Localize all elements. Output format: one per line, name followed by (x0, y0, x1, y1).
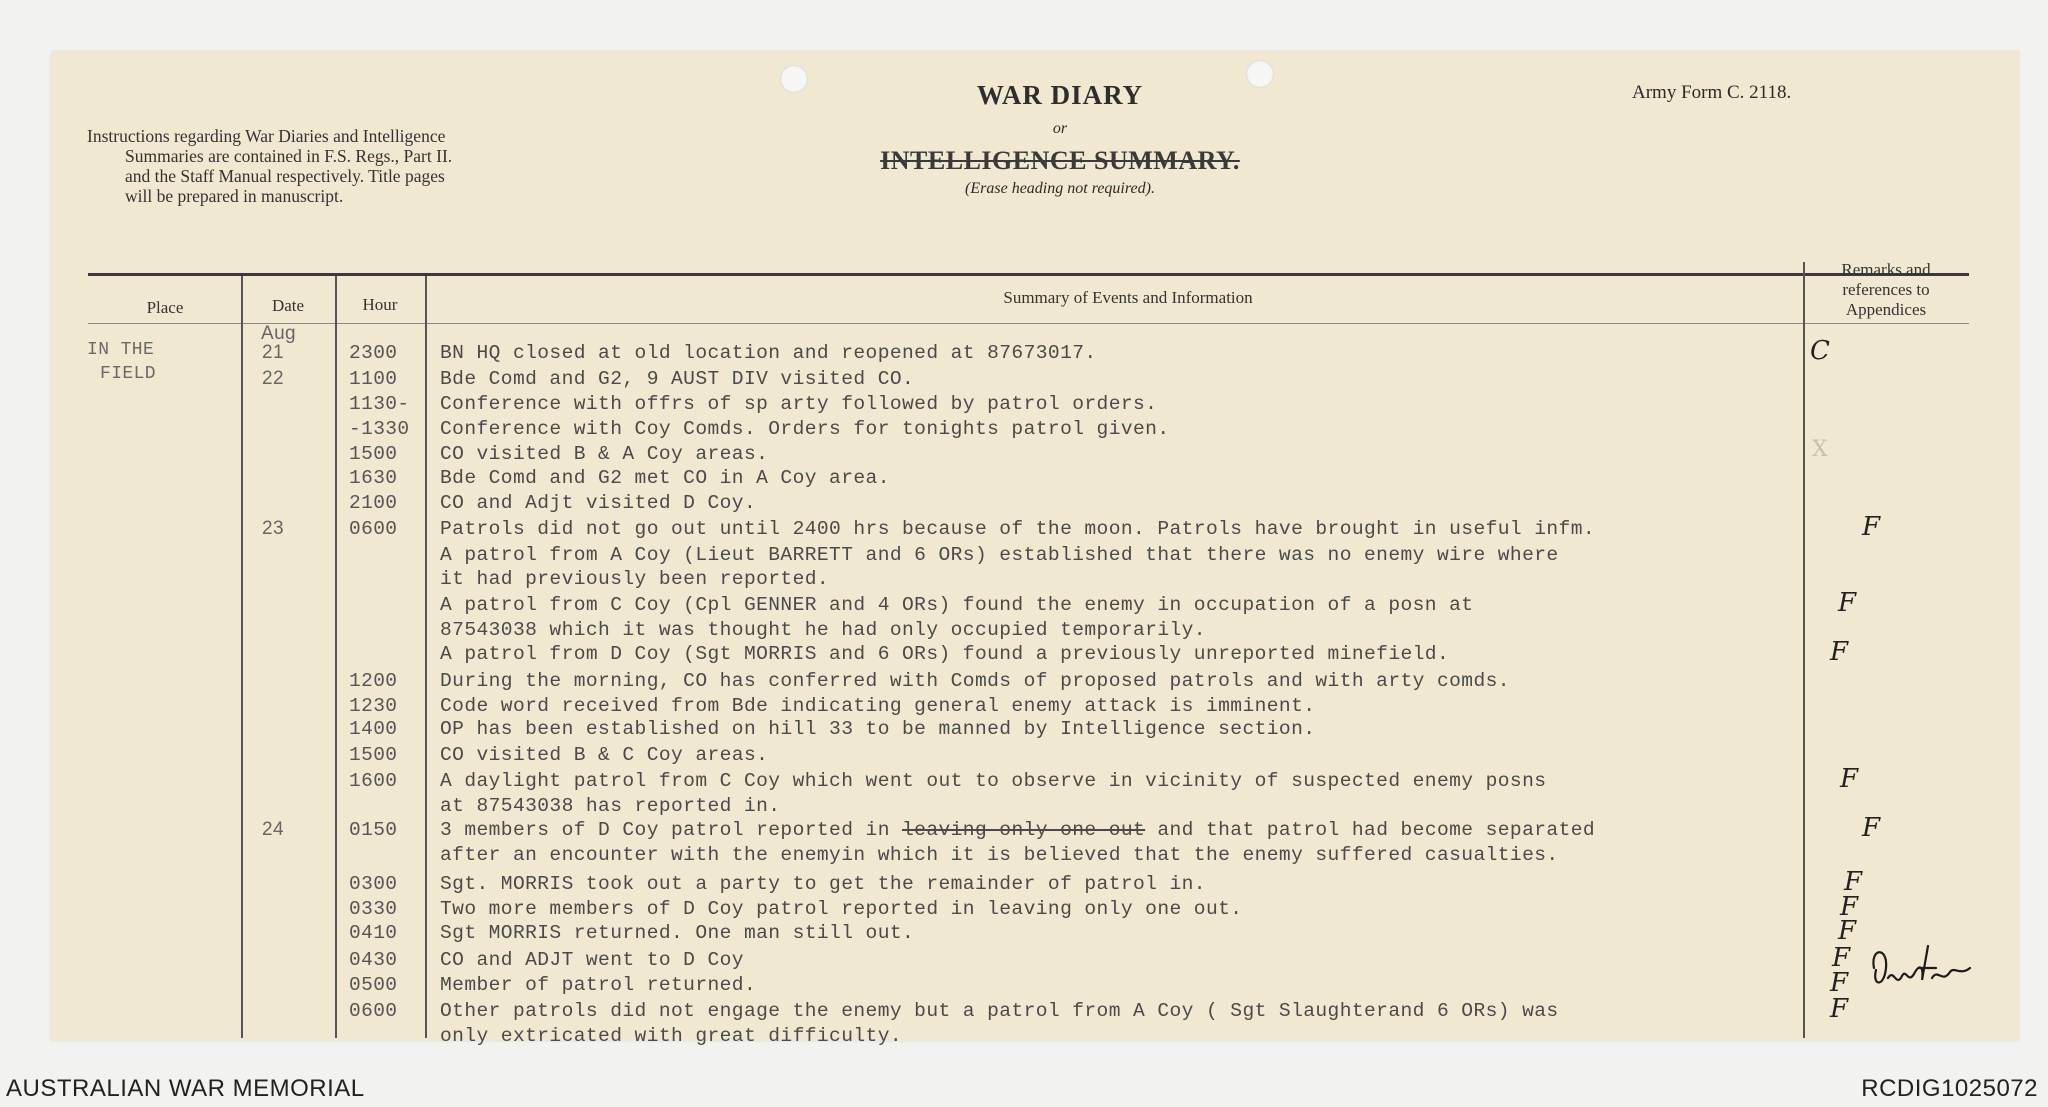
remark-mark: F (1862, 512, 1881, 542)
column-header-remarks (1806, 260, 1966, 320)
struck-text: leaving only one out (902, 819, 1146, 841)
remark-mark: X (1812, 437, 1828, 462)
remark-mark: F (1840, 892, 1859, 922)
entry-date: 23 (262, 518, 284, 539)
entry-hour: -1330 (349, 418, 410, 440)
column-header-hour: Hour (362, 295, 398, 314)
column-divider (241, 276, 243, 1038)
instructions-line: will be prepared in manuscript. (125, 186, 344, 206)
footer-reference: RCDIG1025072 (1861, 1075, 2038, 1102)
erase-note: (Erase heading not required). (965, 180, 1155, 197)
column-header-date: Date (271, 296, 305, 315)
signature (1866, 928, 1976, 1008)
entry-date: 22 (262, 368, 284, 389)
remark-mark: F (1840, 764, 1859, 794)
entry-text: 3 members of D Coy patrol reported in leaving only one out and that patrol had become separated (440, 819, 1596, 841)
entry-text: 87543038 which it was thought he had only occupied temporarily. (440, 619, 1206, 641)
instructions-line: Summaries are contained in F.S. Regs., Part II. (125, 146, 453, 166)
entry-hour: 0600 (349, 518, 398, 540)
entry-hour: 2300 (349, 342, 398, 364)
form-title-intelligence-text: INTELLIGENCE SUMMARY. (880, 146, 1240, 175)
remark-mark: F (1838, 916, 1857, 946)
entry-text: A patrol from C Coy (Cpl GENNER and 4 ORs) found the enemy in occupation of a posn at (440, 594, 1474, 616)
column-divider (335, 276, 337, 1038)
entry-text: Two more members of D Coy patrol reported in leaving only one out. (440, 898, 1243, 920)
remark-mark: F (1844, 867, 1863, 897)
entry-text: Conference with Coy Comds. Orders for tonights patrol given. (440, 418, 1170, 440)
entry-text: Member of patrol returned. (440, 974, 757, 996)
remark-mark: C (1810, 336, 1830, 366)
entry-hour: 0600 (349, 1000, 398, 1022)
entry-text: Bde Comd and G2 met CO in A Coy area. (440, 467, 890, 489)
place-line: FIELD (100, 364, 157, 384)
entry-hour: 1600 (349, 770, 398, 792)
form-title-or: or (1052, 120, 1068, 137)
entry-text: Conference with offrs of sp arty followed by patrol orders. (440, 393, 1158, 415)
remarks-header-line: Remarks and (1841, 260, 1931, 279)
remark-mark: F (1830, 637, 1849, 667)
entry-hour: 0410 (349, 922, 398, 944)
table-top-rule (88, 273, 1969, 276)
entry-text: CO and Adjt visited D Coy. (440, 492, 757, 514)
column-divider (1803, 262, 1805, 1038)
entry-text: it had previously been reported. (440, 568, 830, 590)
entry-text: BN HQ closed at old location and reopened at 87673017. (440, 342, 1097, 364)
place-line: IN THE (87, 340, 155, 360)
table-header-rule (88, 323, 1969, 324)
entry-hour: 1500 (349, 443, 398, 465)
entry-hour: 1130- (349, 393, 410, 415)
instructions-note (87, 126, 567, 206)
entry-hour: 1200 (349, 670, 398, 692)
entry-text: Bde Comd and G2, 9 AUST DIV visited CO. (440, 368, 915, 390)
entry-text: after an encounter with the enemyin which it is believed that the enemy suffered casualties. (440, 844, 1559, 866)
entry-text: only extricated with great difficulty. (440, 1025, 903, 1047)
column-header-place: Place (146, 298, 184, 317)
remarks-header-line: references to (1842, 280, 1930, 299)
entry-hour: 0500 (349, 974, 398, 996)
month-label: Aug (261, 323, 297, 344)
instructions-line: Instructions regarding War Diaries and Intelligence (87, 126, 446, 146)
entry-text: at 87543038 has reported in. (440, 795, 781, 817)
army-form-number: Army Form C. 2118. (1632, 82, 1792, 103)
form-title-intelligence (760, 146, 1360, 176)
entry-text: A daylight patrol from C Coy which went out to observe in vicinity of suspected enemy posns (440, 770, 1547, 792)
entry-text: Sgt MORRIS returned. One man still out. (440, 922, 915, 944)
instructions-line: and the Staff Manual respectively. Title pages (125, 166, 445, 186)
entry-hour: 0330 (349, 898, 398, 920)
entry-text: CO visited B & A Coy areas. (440, 443, 769, 465)
form-title: WAR DIARY (976, 80, 1144, 110)
remark-mark: F (1838, 588, 1857, 618)
entry-text: Sgt. MORRIS took out a party to get the remainder of patrol in. (440, 873, 1206, 895)
column-header-summary: Summary of Events and Information (1003, 288, 1253, 307)
entry-text: A patrol from D Coy (Sgt MORRIS and 6 ORs) found a previously unreported minefield. (440, 643, 1450, 665)
entry-text: Other patrols did not engage the enemy but a patrol from A Coy ( Sgt Slaughterand 6 ORs) was (440, 1000, 1559, 1022)
entry-hour: 1500 (349, 744, 398, 766)
entry-text: During the morning, CO has conferred with Comds of proposed patrols and with arty comds. (440, 670, 1510, 692)
entry-hour: 1100 (349, 368, 398, 390)
entry-hour: 1630 (349, 467, 398, 489)
remarks-header-line: Appendices (1845, 300, 1927, 319)
entry-date: 21 (262, 342, 284, 363)
entry-hour: 0150 (349, 819, 398, 841)
entry-hour: 0430 (349, 949, 398, 971)
footer-source: AUSTRALIAN WAR MEMORIAL (6, 1075, 365, 1102)
entry-text: A patrol from A Coy (Lieut BARRETT and 6 ORs) established that there was no enemy wire where (440, 544, 1559, 566)
entry-hour: 1230 (349, 695, 398, 717)
entry-hour: 2100 (349, 492, 398, 514)
entry-text: Code word received from Bde indicating general enemy attack is imminent. (440, 695, 1316, 717)
entry-hour: 0300 (349, 873, 398, 895)
entry-text: OP has been established on hill 33 to be manned by Intelligence section. (440, 718, 1316, 740)
entry-text: CO and ADJT went to D Coy (440, 949, 744, 971)
remark-mark: F (1832, 943, 1851, 973)
entry-text: Patrols did not go out until 2400 hrs because of the moon. Patrols have brought in useful infm. (440, 518, 1596, 540)
remark-mark: F (1862, 813, 1881, 843)
entry-hour: 1400 (349, 718, 398, 740)
entry-text: CO visited B & C Coy areas. (440, 744, 769, 766)
entry-date: 24 (262, 819, 284, 840)
remark-mark: F (1830, 968, 1849, 998)
remark-mark: F (1830, 994, 1849, 1024)
column-divider (425, 276, 427, 1038)
